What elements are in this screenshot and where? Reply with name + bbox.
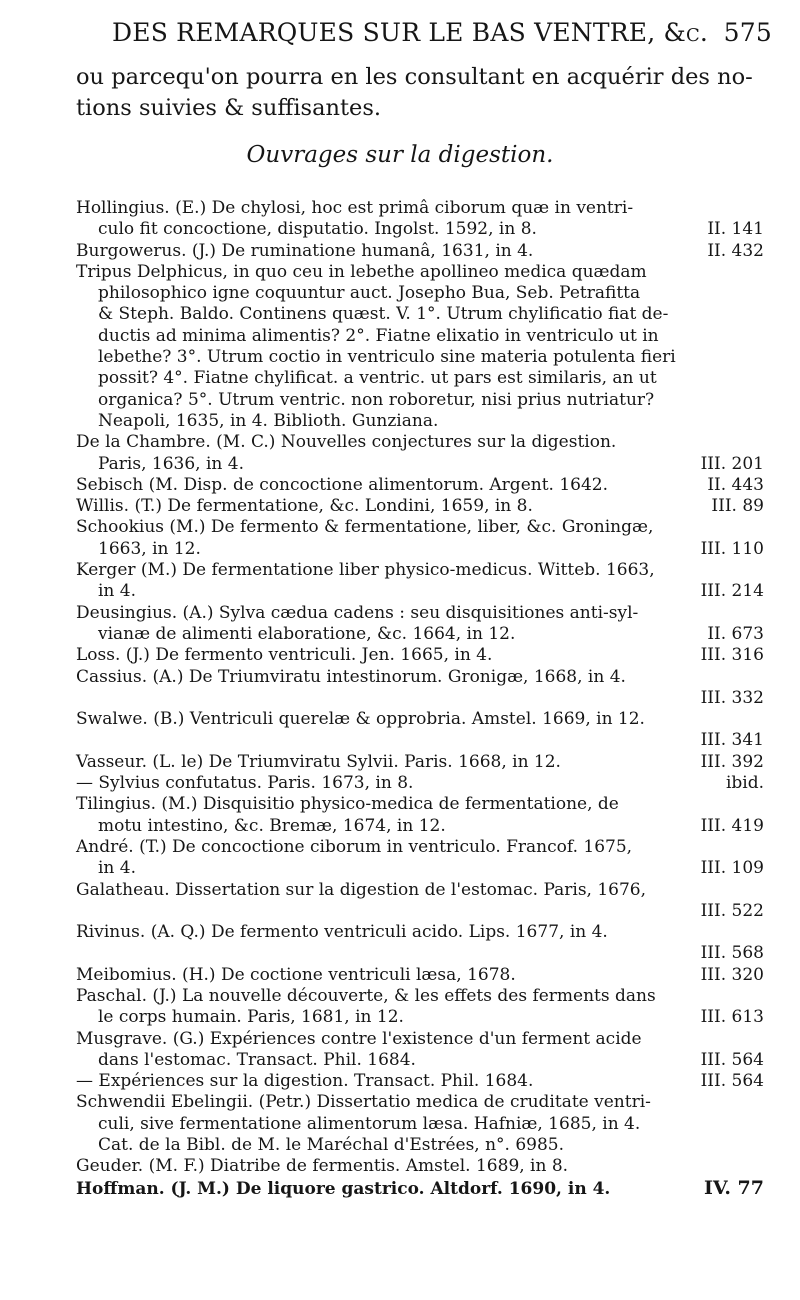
bibliography-entry xyxy=(76,560,764,603)
entry-author-title: Kerger (M.) De fermentatione liber physico-medicus. Witteb. 1663, xyxy=(76,560,655,581)
volume-page-reference: III. 522 xyxy=(700,900,764,921)
entry-author-title: Loss. (J.) De fermento ventriculi. Jen. 1665, in 4. xyxy=(76,645,493,666)
bibliography-entry xyxy=(76,837,764,880)
entry-line xyxy=(76,837,764,858)
running-head xyxy=(112,18,772,47)
bibliography-entry xyxy=(76,752,764,773)
entry-line xyxy=(76,773,764,794)
volume-page-reference: III. 109 xyxy=(700,858,764,879)
entry-author-title: Hoffman. (J. M.) De liquore gastrico. Altdorf. 1690, in 4. xyxy=(76,1178,611,1199)
entry-continuation: ductis ad minima alimentis? 2°. Fiatne elixatio in ventriculo ut in xyxy=(98,325,659,346)
entry-line xyxy=(76,943,764,964)
entry-continuation: dans l'estomac. Transact. Phil. 1684. xyxy=(98,1049,416,1070)
bibliography-entry xyxy=(76,1092,764,1156)
volume-page-reference: ibid. xyxy=(725,773,764,794)
entry-continuation: Neapoli, 1635, in 4. Biblioth. Gunziana. xyxy=(98,410,439,431)
volume-page-reference: II. 673 xyxy=(707,623,764,644)
volume-page-reference: III. 332 xyxy=(700,687,764,708)
page-number: 575 xyxy=(723,18,772,47)
volume-page-reference: III. 110 xyxy=(700,538,764,559)
entry-line xyxy=(76,304,764,325)
entry-author-title: Burgowerus. (J.) De ruminatione humanâ, 1631, in 4. xyxy=(76,240,534,261)
bibliography-entry xyxy=(76,1029,764,1072)
entry-line xyxy=(76,858,764,879)
entry-line xyxy=(76,1071,764,1092)
entry-line xyxy=(76,411,764,432)
volume-page-reference: IV. 77 xyxy=(704,1176,764,1199)
entry-continuation: possit? 4°. Fiatne chylificat. a ventric. ut pars est similaris, an ut xyxy=(98,368,657,389)
entry-continuation: culi, sive fermentatione alimentorum læsa. Hafniæ, 1685, in 4. xyxy=(98,1113,641,1134)
entry-line xyxy=(76,262,764,283)
entry-line xyxy=(76,1092,764,1113)
entry-line xyxy=(76,1007,764,1028)
entry-author-title: Willis. (T.) De fermentatione, &c. Londini, 1659, in 8. xyxy=(76,496,533,517)
bibliography-entry xyxy=(76,986,764,1029)
volume-page-reference: II. 432 xyxy=(707,240,764,261)
entry-line xyxy=(76,624,764,645)
volume-page-reference: III. 201 xyxy=(700,453,764,474)
bibliography-entry xyxy=(76,198,764,241)
intro-line: tions suivies & suffisantes. xyxy=(76,95,382,121)
entry-continuation: organica? 5°. Utrum ventric. non roboretur, nisi prius nutriatur? xyxy=(98,389,655,410)
volume-page-reference: III. 89 xyxy=(711,496,764,517)
entry-continuation: Paris, 1636, in 4. xyxy=(98,453,244,474)
entry-line xyxy=(76,368,764,389)
bibliography-entry xyxy=(76,241,764,262)
volume-page-reference: III. 341 xyxy=(700,730,764,751)
entry-line xyxy=(76,922,764,943)
entry-line xyxy=(76,794,764,815)
entry-line xyxy=(76,730,764,751)
entry-line xyxy=(76,198,764,219)
entry-line xyxy=(76,901,764,922)
entry-line xyxy=(76,1156,764,1177)
entry-line xyxy=(76,688,764,709)
entry-author-title: Rivinus. (A. Q.) De fermento ventriculi acido. Lips. 1677, in 4. xyxy=(76,922,608,943)
entry-line xyxy=(76,454,764,475)
entry-continuation: lebethe? 3°. Utrum coctio in ventriculo sine materia potulenta fieri xyxy=(98,347,676,368)
bibliography-entry xyxy=(76,432,764,475)
entry-author-title: — Sylvius confutatus. Paris. 1673, in 8. xyxy=(76,773,414,794)
entry-continuation: vianæ de alimenti elaboratione, &c. 1664, in 12. xyxy=(98,623,516,644)
volume-page-reference: III. 564 xyxy=(700,1049,764,1070)
bibliography-entry xyxy=(76,645,764,666)
entry-author-title: Geuder. (M. F.) Diatribe de fermentis. Amstel. 1689, in 8. xyxy=(76,1156,569,1177)
entry-line xyxy=(76,539,764,560)
bibliography-entry xyxy=(76,262,764,432)
entry-author-title: Tripus Delphicus, in quo ceu in lebethe apollineo medica quædam xyxy=(76,261,647,282)
entry-continuation: & Steph. Baldo. Continens quæst. V. 1°. Utrum chylificatio fiat de- xyxy=(98,304,669,325)
entry-continuation: philosophico igne coquuntur auct. Josepho Bua, Seb. Petrafitta xyxy=(98,283,641,304)
entry-line xyxy=(76,603,764,624)
entry-author-title: Schwendii Ebelingii. (Petr.) Dissertatio medica de cruditate ventri- xyxy=(76,1092,651,1113)
running-head-title: DES REMARQUES SUR LE BAS VENTRE, &c. xyxy=(112,18,709,47)
bibliography-entry xyxy=(76,922,764,965)
entry-author-title: Schookius (M.) De fermento & fermentatione, liber, &c. Groningæ, xyxy=(76,517,654,538)
volume-page-reference: III. 320 xyxy=(700,964,764,985)
entry-author-title: Musgrave. (G.) Expériences contre l'existence d'un ferment acide xyxy=(76,1028,642,1049)
entry-author-title: Cassius. (A.) De Triumviratu intestinorum. Gronigæ, 1668, in 4. xyxy=(76,666,626,687)
entry-line xyxy=(76,560,764,581)
entry-author-title: Sebisch (M. Disp. de concoctione alimentorum. Argent. 1642. xyxy=(76,474,609,495)
entry-author-title: Hollingius. (E.) De chylosi, hoc est primâ ciborum quæ in ventri- xyxy=(76,198,634,218)
entry-line xyxy=(76,475,764,496)
entry-continuation: 1663, in 12. xyxy=(98,538,201,559)
entry-continuation: motu intestino, &c. Bremæ, 1674, in 12. xyxy=(98,815,446,836)
entry-author-title: Paschal. (J.) La nouvelle découverte, & les effets des ferments dans xyxy=(76,985,656,1006)
entry-author-title: — Expériences sur la digestion. Transact. Phil. 1684. xyxy=(76,1071,534,1092)
bibliography-entry xyxy=(76,496,764,517)
entry-continuation: in 4. xyxy=(98,581,137,602)
entry-line xyxy=(76,496,764,517)
entry-continuation: culo fit concoctione, disputatio. Ingolst. 1592, in 8. xyxy=(98,219,537,240)
entry-line xyxy=(76,752,764,773)
entry-line xyxy=(76,432,764,453)
entry-author-title: De la Chambre. (M. C.) Nouvelles conjectures sur la digestion. xyxy=(76,432,617,453)
entry-line xyxy=(76,965,764,986)
entry-line xyxy=(76,816,764,837)
bibliography-entry xyxy=(76,603,764,646)
entry-author-title: Meibomius. (H.) De coctione ventriculi læsa, 1678. xyxy=(76,964,516,985)
volume-page-reference: III. 214 xyxy=(700,581,764,602)
volume-page-reference: III. 564 xyxy=(700,1071,764,1092)
volume-page-reference: III. 392 xyxy=(700,751,764,772)
entry-author-title: Galatheau. Dissertation sur la digestion de l'estomac. Paris, 1676, xyxy=(76,879,647,900)
entry-line xyxy=(76,1114,764,1135)
bibliography-list xyxy=(76,198,764,1200)
entry-line xyxy=(76,1135,764,1156)
entry-continuation: le corps humain. Paris, 1681, in 12. xyxy=(98,1007,404,1028)
entry-continuation: in 4. xyxy=(98,858,137,879)
section-title: Ouvrages sur la digestion. xyxy=(246,142,554,168)
entry-line xyxy=(76,581,764,602)
entry-continuation: Cat. de la Bibl. de M. le Maréchal d'Estrées, n°. 6985. xyxy=(98,1135,565,1156)
bibliography-entry xyxy=(76,1156,764,1177)
entry-author-title: Vasseur. (L. le) De Triumviratu Sylvii. Paris. 1668, in 12. xyxy=(76,751,561,772)
bibliography-entry xyxy=(76,667,764,710)
entry-author-title: André. (T.) De concoctione ciborum in ventriculo. Francof. 1675, xyxy=(76,836,633,857)
bibliography-entry xyxy=(76,475,764,496)
entry-line xyxy=(76,709,764,730)
bibliography-entry xyxy=(76,965,764,986)
volume-page-reference: II. 141 xyxy=(707,219,764,240)
entry-line xyxy=(76,283,764,304)
intro-line: ou parcequ'on pourra en les consultant en acquérir des no- xyxy=(76,64,753,90)
bibliography-entry xyxy=(76,1071,764,1092)
entry-line xyxy=(76,219,764,240)
entry-line xyxy=(76,986,764,1007)
bibliography-entry xyxy=(76,1178,764,1200)
entry-line xyxy=(76,1050,764,1071)
entry-line xyxy=(76,326,764,347)
entry-line xyxy=(76,645,764,666)
entry-line xyxy=(76,1178,764,1200)
volume-page-reference: III. 568 xyxy=(700,943,764,964)
volume-page-reference: III. 613 xyxy=(700,1007,764,1028)
entry-line xyxy=(76,880,764,901)
intro-paragraph xyxy=(76,62,776,124)
volume-page-reference: III. 316 xyxy=(700,645,764,666)
entry-author-title: Tilingius. (M.) Disquisitio physico-medica de fermentatione, de xyxy=(76,794,619,815)
entry-line xyxy=(76,517,764,538)
entry-author-title: Deusingius. (A.) Sylva cædua cadens : seu disquisitiones anti-syl- xyxy=(76,602,639,623)
bibliography-entry xyxy=(76,794,764,837)
entry-line xyxy=(76,347,764,368)
entry-author-title: Swalwe. (B.) Ventriculi querelæ & opprobria. Amstel. 1669, in 12. xyxy=(76,709,645,730)
entry-line xyxy=(76,241,764,262)
entry-line xyxy=(76,390,764,411)
volume-page-reference: III. 419 xyxy=(700,815,764,836)
entry-line xyxy=(76,1029,764,1050)
bibliography-entry xyxy=(76,880,764,923)
entry-line xyxy=(76,667,764,688)
bibliography-entry xyxy=(76,709,764,752)
bibliography-entry xyxy=(76,773,764,794)
volume-page-reference: II. 443 xyxy=(707,474,764,495)
bibliography-entry xyxy=(76,517,764,560)
